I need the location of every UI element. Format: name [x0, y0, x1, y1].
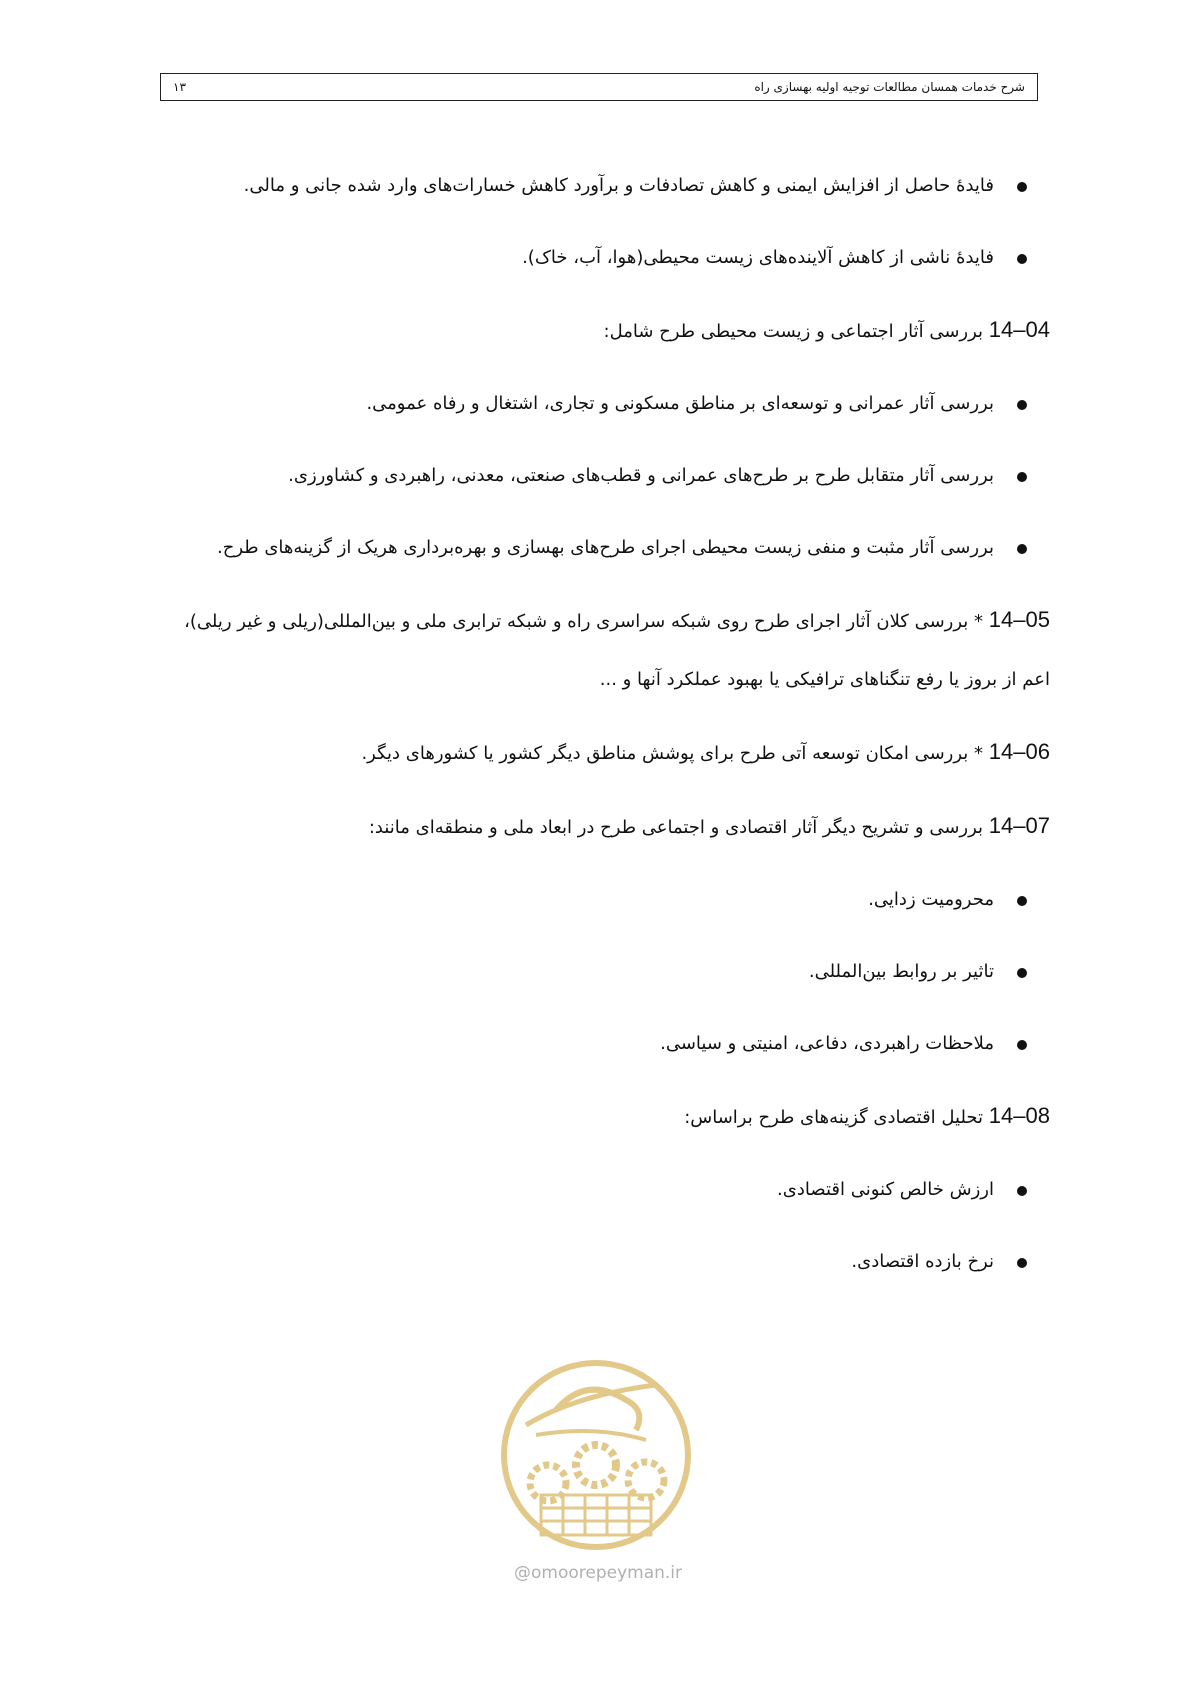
section-number: 04–14 — [988, 317, 1050, 342]
section-text: بررسی و تشریح دیگر آثار اقتصادی و اجتماعی طرح در ابعاد ملی و منطقه‌ای مانند: — [368, 817, 984, 838]
bullet-item: ارزش خالص کنونی اقتصادی. — [170, 1161, 1050, 1219]
bullet-icon — [1017, 254, 1027, 264]
bullet-item: بررسی آثار متقابل طرح بر طرح‌های عمرانی و قطب‌های صنعتی، معدنی، راهبردی و کشاورزی. — [170, 447, 1050, 505]
section-text: * بررسی امکان توسعه آتی طرح برای پوشش مناطق دیگر کشور یا کشورهای دیگر. — [361, 743, 984, 764]
section-text: * بررسی کلان آثار اجرای طرح روی شبکه سراسری راه و شبکه ترابری ملی و بین‌المللی(ریلی و غیر ریلی)، اعم از بروز یا رفع تنگناهای ترافیکی یا بهبود عملکرد آنها و ... — [184, 611, 1050, 690]
bullet-item: تاثیر بر روابط بین‌المللی. — [170, 943, 1050, 1001]
page-number: ۱۳ — [173, 80, 186, 94]
document-title: شرح خدمات همسان مطالعات توجیه اولیه بهسازی راه — [754, 80, 1025, 94]
bullet-icon — [1017, 896, 1027, 906]
section-text: بررسی آثار اجتماعی و زیست محیطی طرح شامل: — [603, 321, 984, 342]
section-14-05 — [170, 591, 1050, 709]
bullet-icon — [1017, 1258, 1027, 1268]
bullet-item: فایدهٔ حاصل از افزایش ایمنی و کاهش تصادفات و برآورد کاهش خسارات‌های وارد شده جانی و مالی. — [170, 157, 1050, 215]
section-number: 06–14 — [988, 739, 1050, 764]
bullet-icon — [1017, 1186, 1027, 1196]
bullet-icon — [1017, 544, 1027, 554]
section-text: تحلیل اقتصادی گزینه‌های طرح براساس: — [684, 1107, 984, 1128]
bullet-icon — [1017, 472, 1027, 482]
document-body — [170, 165, 1050, 1324]
section-number: 07–14 — [988, 813, 1050, 838]
bullet-icon — [1017, 182, 1027, 192]
bullet-item: ملاحظات راهبردی، دفاعی، امنیتی و سیاسی. — [170, 1015, 1050, 1073]
bullet-icon — [1017, 400, 1027, 410]
bullet-item: بررسی آثار مثبت و منفی زیست محیطی اجرای طرح‌های بهسازی و بهره‌برداری هریک از گزینه‌های طرح. — [170, 519, 1050, 577]
section-14-04 — [170, 301, 1050, 361]
section-number: 08–14 — [988, 1103, 1050, 1128]
section-14-06 — [170, 723, 1050, 783]
section-14-08 — [170, 1087, 1050, 1147]
section-number: 05–14 — [988, 607, 1050, 632]
page-header — [160, 73, 1038, 101]
bullet-item: بررسی آثار عمرانی و توسعه‌ای بر مناطق مسکونی و تجاری، اشتغال و رفاه عمومی. — [170, 375, 1050, 433]
section-14-07 — [170, 797, 1050, 857]
watermark-site: @omoorepeyman.ir — [513, 1563, 683, 1583]
bullet-icon — [1017, 1040, 1027, 1050]
bullet-item: فایدهٔ ناشی از کاهش آلاینده‌های زیست محیطی(هوا، آب، خاک). — [170, 229, 1050, 287]
bullet-item: نرخ بازده اقتصادی. — [170, 1233, 1050, 1291]
bullet-item: محرومیت زدایی. — [170, 871, 1050, 929]
bullet-icon — [1017, 968, 1027, 978]
watermark-logo-icon — [496, 1355, 696, 1555]
